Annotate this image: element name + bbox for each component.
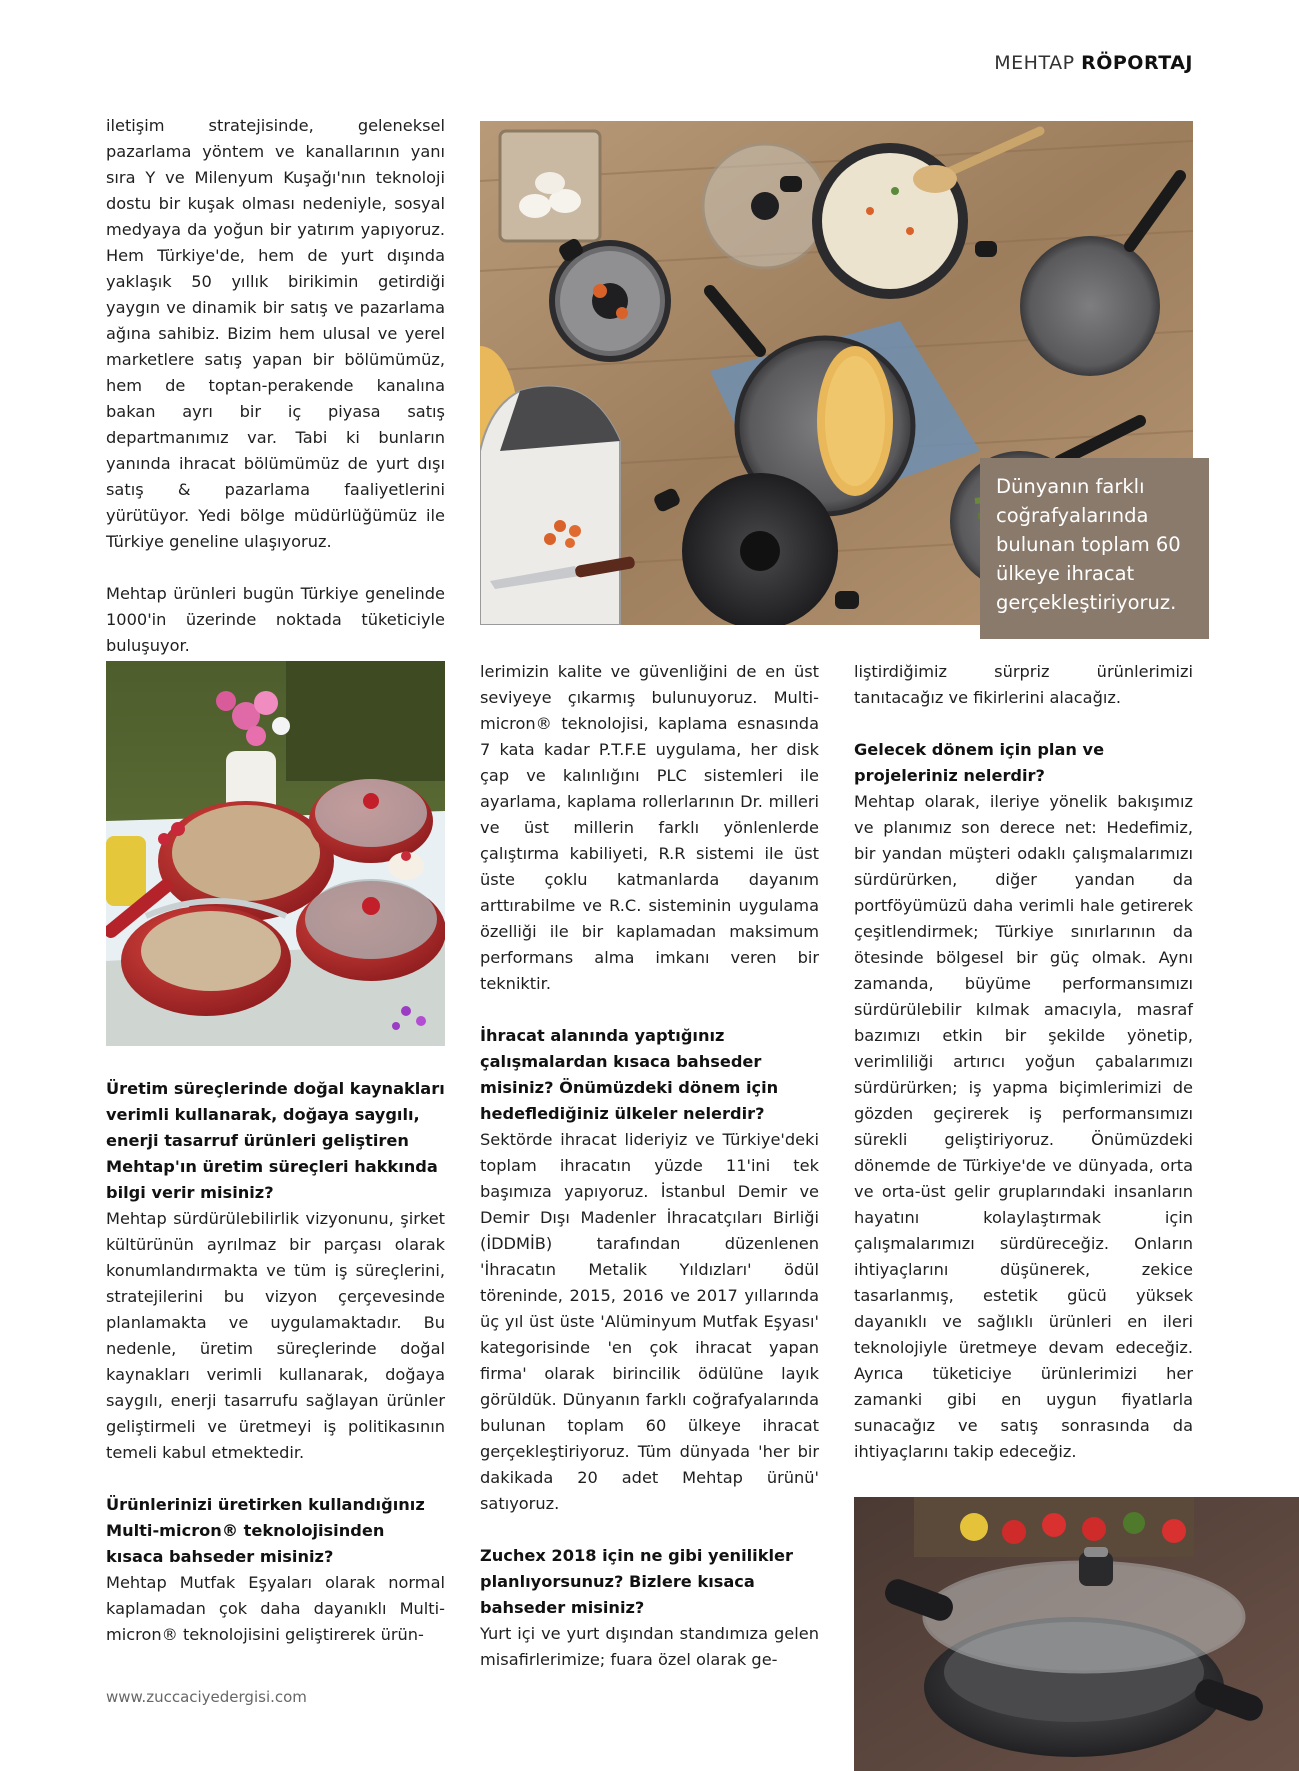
question-heading: Gelecek dönem için plan ve projeleriniz nelerdir? <box>854 740 1105 785</box>
paragraph: Mehtap Mutfak Eşyaları olarak normal kaplamadan çok daha dayanıklı Multi-micron® teknolojisini geliştirerek ürün- <box>106 1573 445 1644</box>
paragraph: iletişim stratejisinde, geleneksel pazarlama yöntem ve kanallarının yanı sıra Y ve Milenyum Kuşağı'nın teknoloji dostu bir kuşak olması nedeniyle, sosyal medyaya da yoğun bir yatırım yapıyoruz. Hem Türkiye'de, hem de yurt dışında yaklaşık 50 yıllık birikimin getirdiği yaygın ve dinamik bir satış ve pazarlama ağına sahibiz. Bizim hem ulusal ve yerel marketlere satış yapan bir bölümümüz, hem de toptan-perakende kanalına bakan ayrı bir iç piyasa satış departmanımız var. Tabi ki bunların yanında ihracat bölümümüz de yurt dışı satış & pazarlama faaliyetlerini yürütüyor. Yedi bölge müdürlüğümüz ile Türkiye geneline ulaşıyoruz. <box>106 116 445 551</box>
pull-quote: Dünyanın farklı coğrafyalarında bulunan toplam 60 ülkeye ihracat gerçekleştiriyoruz. <box>980 458 1209 639</box>
question-heading: Ürünlerinizi üretirken kullandığınız Multi-micron® teknolojisinden kısaca bahseder misiniz? <box>106 1495 425 1566</box>
header-brand: MEHTAP <box>994 52 1075 74</box>
column-3 <box>854 659 1193 1465</box>
footer-url: www.zuccaciyedergisi.com <box>106 1688 307 1706</box>
red-cookware-photo <box>106 661 445 1046</box>
question-heading: İhracat alanında yaptığınız çalışmalardan kısaca bahseder misiniz? Önümüzdeki dönem için hedeflediğiniz ülkeler nelerdir? <box>480 1026 779 1123</box>
column-1-bottom <box>106 1076 445 1648</box>
paragraph: Sektörde ihracat lideriyiz ve Türkiye'deki toplam ihracatın yüzde 11'ini tek başımıza yapıyoruz. İstanbul Demir ve Demir Dışı Madenler İhracatçıları Birliği (İDDMİB) tarafından düzenlenen 'İhracatın Metalik Yıldızları' ödül töreninde, 2015, 2016 ve 2017 yıllarında üç yıl üst üste 'Alüminyum Mutfak Eşyası' kategorisinde 'en çok ihracat yapan firma' olarak birincilik ödülüne layık görüldük. Dünyanın farklı coğrafyalarında bulunan toplam 60 ülkeye ihracat gerçekleştiriyoruz. Tüm dünyada 'her bir dakikada 20 adet Mehtap ürünü' satıyoruz. <box>480 1130 819 1513</box>
paragraph: Mehtap ürünleri bugün Türkiye genelinde 1000'in üzerinde noktada tüketiciyle buluşuyor. <box>106 584 445 655</box>
question-heading: Üretim süreçlerinde doğal kaynakları verimli kullanarak, doğaya saygılı, enerji tasarruf ürünleri geliştiren Mehtap'ın üretim süreçleri hakkında bilgi verir misiniz? <box>106 1079 445 1202</box>
black-pan-photo <box>854 1497 1299 1771</box>
paragraph: Yurt içi ve yurt dışından standımıza gelen misafirlerimize; fuara özel olarak ge- <box>480 1624 819 1669</box>
column-1-top <box>106 113 445 659</box>
question-heading: Zuchex 2018 için ne gibi yenilikler planlıyorsunuz? Bizlere kısaca bahseder misiniz? <box>480 1546 794 1617</box>
header-section: RÖPORTAJ <box>1081 52 1193 74</box>
paragraph: Mehtap sürdürülebilirlik vizyonunu, şirket kültürünün ayrılmaz bir parçası olarak konumlandırmakta ve tüm iş süreçlerini, stratejilerini bu vizyon çerçevesinde planlamakta ve uygulamaktadır. Bu nedenle, üretim süreçlerinde doğal kaynakları verimli kullanarak, doğaya saygılı, enerji tasarrufu sağlayan ürünler geliştirmeli ve üretmeyi iş politikasının temeli kabul etmektedir. <box>106 1209 445 1462</box>
paragraph: lerimizin kalite ve güvenliğini de en üst seviyeye çıkarmış bulunuyoruz. Multi-micron® teknolojisi, kaplama esnasında 7 kata kadar P.T.F.E uygulama, her disk çap ve kalınlığını PLC sistemleri ile ayarlama, kaplama rollerlarının Dr. milleri ve üst millerin farklı yönlenlerde çalıştırma kabiliyeti, R.R sistemi ile üst üste çoklu katmanlarda dayanım arttırabilme ve R.C. sisteminin uygulama özelliği ile bir kaplamadan maksimum performans alma imkanı veren bir tekniktir. <box>480 662 819 993</box>
page-header <box>994 52 1193 74</box>
paragraph: Mehtap olarak, ileriye yönelik bakışımız ve planımız son derece net: Hedefimiz, bir yandan müşteri odaklı çalışmalarımızı sürdürürken, diğer yandan da portföyümüzü daha verimli hale getirerek çeşitlendirmek; Türkiye sınırlarının da ötesinde bölgesel bir güç olmak. Aynı zamanda, büyüme performansımızı sürdürülebilir kılmak amacıyla, masraf bazımızı etkin bir şekilde yönetip, verimliliği artırıcı yoğun çabalarımızı sürdürürken; iş yapma biçimlerimizi de gözden geçirerek iş performansımızı sürekli geliştiriyoruz. Önümüzdeki dönemde de Türkiye'de ve dünyada, orta ve orta-üst gelir gruplarındaki insanların hayatını kolaylaştırmak için çalışmalarımızı sürdüreceğiz. Onların ihtiyaçlarını düşünerek, zekice tasarlanmış, estetik gücü yüksek dayanıklı ve sağlıklı ürünleri en ileri teknolojiyle üretmeye devam edeceğiz. Ayrıca tüketiciye ürünlerimizi her zamanki gibi en uygun fiyatlarla sunacağız ve satış sonrasında da ihtiyaçlarını takip edeceğiz. <box>854 792 1193 1461</box>
paragraph: liştirdiğimiz sürpriz ürünlerimizi tanıtacağız ve fikirlerini alacağız. <box>854 662 1193 707</box>
column-2 <box>480 659 819 1673</box>
